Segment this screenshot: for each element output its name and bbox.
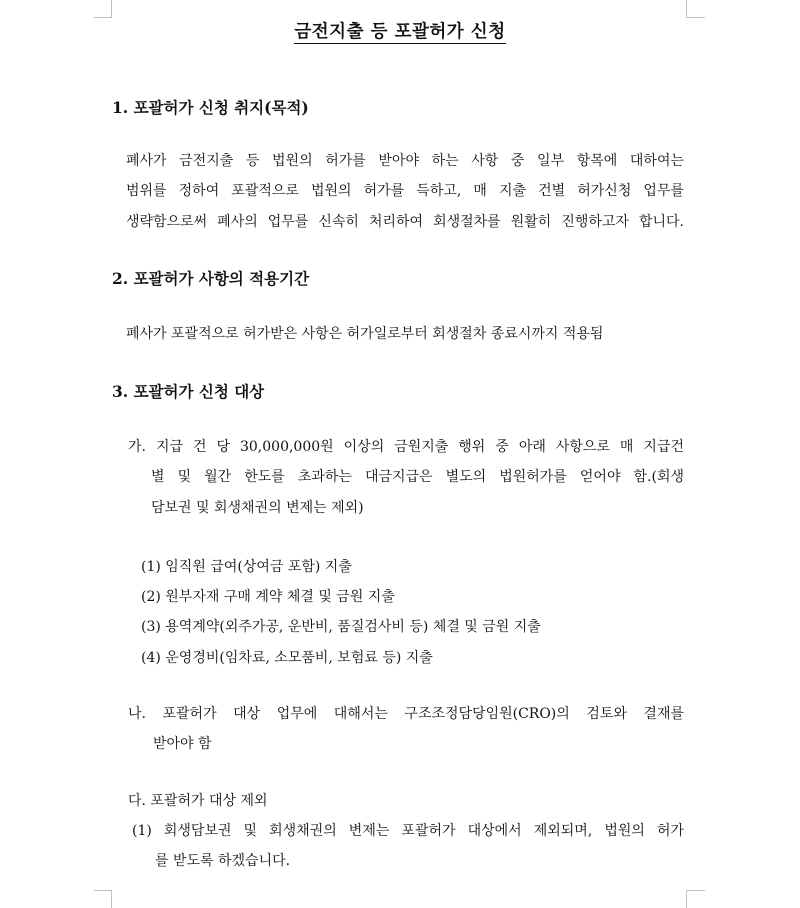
section-1-line-2: 범위를 정하여 포괄적으로 법원의 허가를 득하고, 매 지출 건별 허가신청 업무를 bbox=[126, 183, 684, 199]
item-ga-line-1: 가. 지급 건 당 30,000,000원 이상의 금원지출 행위 중 아래 사항으로 매 지급건 bbox=[128, 439, 684, 455]
section-2-line-1: 폐사가 포괄적으로 허가받은 사항은 허가일로부터 회생절차 종료시까지 적용됨 bbox=[126, 326, 604, 342]
item-ga-line-3: 담보권 및 회생채권의 변제는 제외) bbox=[151, 500, 364, 516]
crop-mark-bottom-left-vertical bbox=[111, 890, 112, 908]
section-1-heading: 1. 포괄허가 신청 취지(목적) bbox=[112, 98, 309, 117]
subitem-3: (3) 용역계약(외주가공, 운반비, 품질검사비 등) 체결 및 금원 지출 bbox=[141, 619, 541, 635]
item-na-line-1: 나. 포괄허가 대상 업무에 대해서는 구조조정담당임원(CRO)의 검토와 결재를 bbox=[128, 706, 684, 722]
item-da-line-2: 를 받도록 하겠습니다. bbox=[155, 853, 291, 869]
crop-mark-bottom-left-horizontal bbox=[94, 890, 112, 891]
section-1-line-1: 폐사가 금전지출 등 법원의 허가를 받아야 하는 사항 중 일부 항목에 대하여는 bbox=[126, 153, 684, 169]
item-na-line-2: 받아야 함 bbox=[153, 736, 212, 752]
subitem-4: (4) 운영경비(임차료, 소모품비, 보험료 등) 지출 bbox=[141, 650, 433, 666]
section-1-line-3: 생략함으로써 폐사의 업무를 신속히 처리하여 회생절차를 원활히 진행하고자 합니다. bbox=[126, 214, 684, 230]
item-da-line-1: (1) 회생담보권 및 회생채권의 변제는 포괄허가 대상에서 제외되며, 법원의 허가 bbox=[132, 823, 684, 839]
crop-mark-bottom-right-horizontal bbox=[687, 890, 705, 891]
item-da-title: 다. 포괄허가 대상 제외 bbox=[128, 793, 268, 809]
section-3-heading: 3. 포괄허가 신청 대상 bbox=[112, 382, 265, 401]
crop-mark-top-right-vertical bbox=[686, 0, 687, 18]
subitem-2: (2) 원부자재 구매 계약 체결 및 금원 지출 bbox=[141, 589, 395, 605]
crop-mark-bottom-right-vertical bbox=[686, 890, 687, 908]
subitem-1: (1) 임직원 급여(상여금 포함) 지출 bbox=[141, 559, 352, 575]
crop-mark-top-left-vertical bbox=[111, 0, 112, 18]
document-title: 금전지출 등 포괄허가 신청 bbox=[294, 22, 506, 42]
section-2-heading: 2. 포괄허가 사항의 적용기간 bbox=[112, 269, 310, 288]
item-ga-line-2: 별 및 월간 한도를 초과하는 대금지급은 별도의 법원허가를 얻어야 함.(회생 bbox=[151, 469, 684, 485]
